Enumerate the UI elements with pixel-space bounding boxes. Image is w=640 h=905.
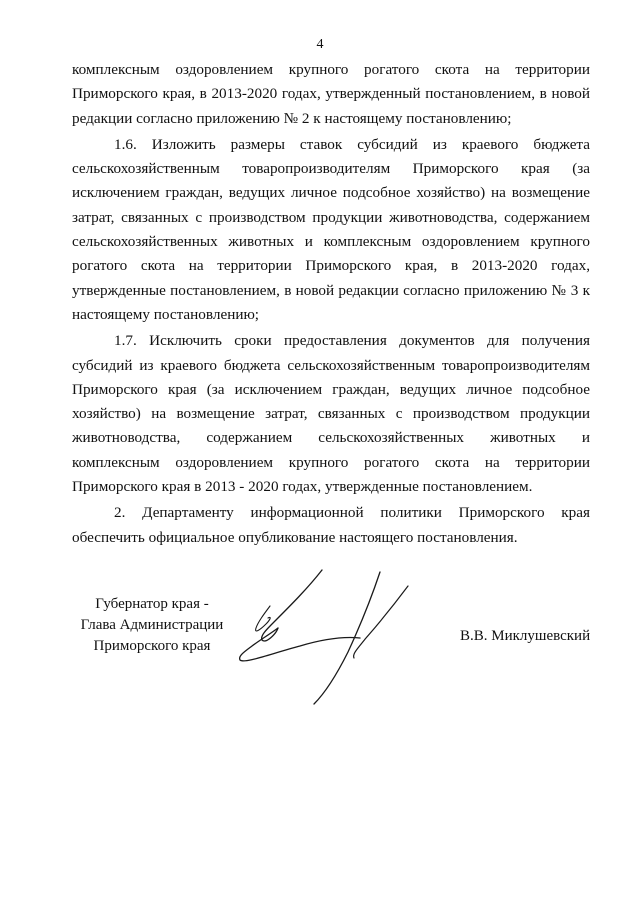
signatory-title-line: Глава Администрации	[80, 617, 224, 633]
paragraph-1-7: 1.7. Исключить сроки предоставления документов для получения субсидий из краевого бюджета сельскохозяйственным товаропроизводителям Приморского края (за исключением граждан, ведущих личное подсобное хозяйство) на возмещение затрат, связанных с производством продукции животноводства, содержанием сельскохозяйственных животных и комплексным оздоровлением крупного рогатого скота на территории Приморского края в 2013 - 2020 годах, утвержденные постановлением.	[72, 332, 590, 496]
page-number: 4	[316, 37, 324, 52]
handwritten-signature	[230, 566, 420, 716]
document-body	[72, 58, 590, 550]
signature-stroke	[262, 570, 322, 641]
paragraph-2: 2. Департаменту информационной политики Приморского края обеспечить официальное опубликование настоящего постановления.	[72, 504, 590, 546]
signatory-title-line: Губернатор края -	[95, 596, 209, 612]
signatory-title	[72, 594, 232, 657]
signatory-title-line: Приморского края	[93, 638, 211, 654]
signatory-name: В.В. Миклушевский	[460, 628, 591, 644]
signature-stroke	[240, 628, 360, 661]
paragraph-continuation: комплексным оздоровлением крупного рогатого скота на территории Приморского края, в 2013-2020 годах, утвержденный постановлением, в новой редакции согласно приложению № 2 к настоящему постановлению;	[72, 61, 590, 127]
paragraph-1-6: 1.6. Изложить размеры ставок субсидий из краевого бюджета сельскохозяйственным товаропроизводителям Приморского края (за исключением граждан, ведущих личное подсобное хозяйство) на возмещение затрат, связанных с производством продукции животноводства, содержанием сельскохозяйственных животных и комплексным оздоровлением крупного рогатого скота на территории Приморского края, в 2013-2020 годах, утвержденные постановлением, в новой редакции согласно приложению № 3 к настоящему постановлению;	[72, 135, 590, 323]
signature-stroke	[256, 606, 271, 631]
